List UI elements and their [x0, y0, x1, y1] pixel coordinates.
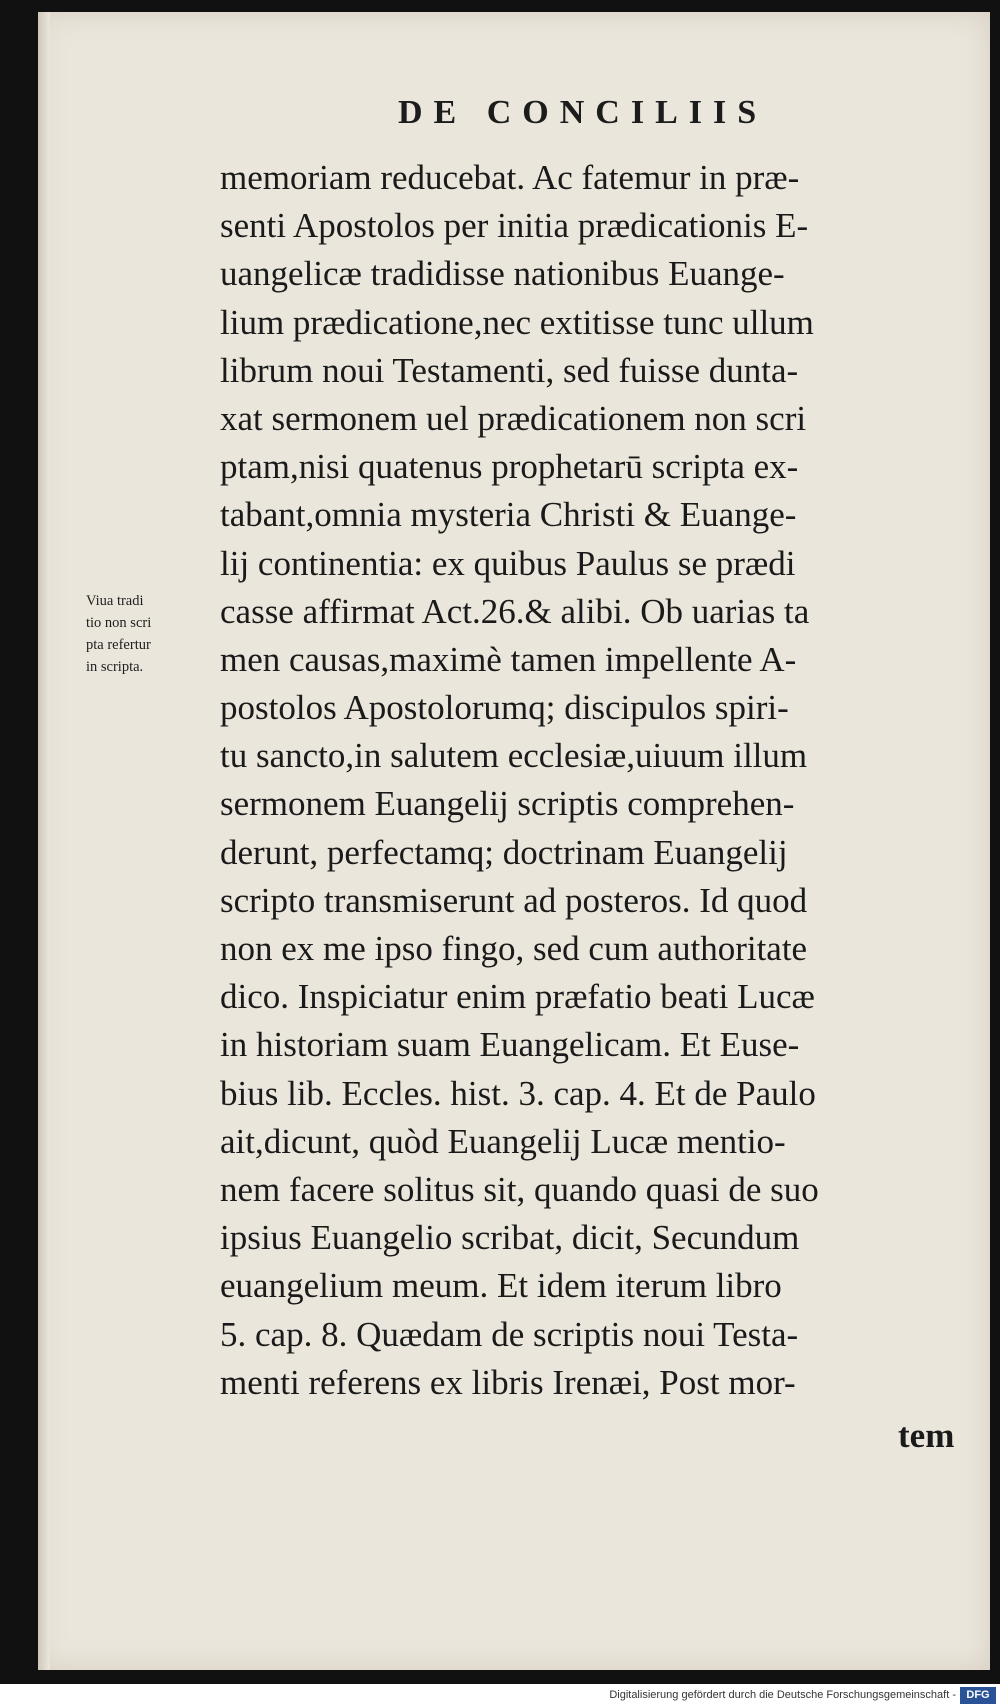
text-line: sermonem Euangelij scriptis comprehen- [220, 784, 795, 824]
text-line: lium prædicatione,nec extitisse tunc ullum [220, 302, 814, 342]
margin-note-line: Viua tradi [86, 593, 144, 609]
running-head: DE CONCILIIS [398, 94, 768, 131]
margin-note-line: pta refertur [86, 637, 151, 653]
footer-bar [0, 1684, 1000, 1708]
text-line: men causas,maximè tamen impellente A- [220, 639, 797, 679]
text-line: tu sancto,in salutem ecclesiæ,uiuum illum [220, 736, 808, 776]
book-page [38, 12, 990, 1670]
margin-note [86, 590, 216, 678]
text-line: lij continentia: ex quibus Paulus se prædi [220, 543, 796, 583]
text-line: in historiam suam Euangelicam. Et Euse- [220, 1025, 800, 1065]
text-line: derunt, perfectamq; doctrinam Euangelij [220, 832, 788, 872]
text-line: postolos Apostolorumq; discipulos spiri- [220, 688, 789, 728]
text-line: euangelium meum. Et idem iterum libro [220, 1266, 782, 1306]
text-line: bius lib. Eccles. hist. 3. cap. 4. Et de Paulo [220, 1073, 816, 1113]
text-line: senti Apostolos per initia prædicationis E- [220, 206, 809, 246]
body-text [220, 154, 970, 1407]
dfg-logo: DFG [960, 1687, 996, 1704]
page-gutter-shadow [38, 12, 50, 1670]
text-line: menti referens ex libris Irenæi, Post mor- [220, 1362, 796, 1402]
text-line: casse affirmat Act.26.& alibi. Ob uarias ta [220, 591, 810, 631]
text-line: scripto transmiserunt ad posteros. Id quod [220, 880, 808, 920]
text-line: non ex me ipso fingo, sed cum authoritate [220, 929, 808, 968]
text-line: ipsius Euangelio scribat, dicit, Secundum [220, 1218, 800, 1258]
catchword: tem [898, 1416, 955, 1455]
text-line: librum noui Testamenti, sed fuisse dunta- [220, 350, 799, 390]
text-line: 5. cap. 8. Quædam de scriptis noui Testa- [220, 1314, 799, 1354]
text-line: nem facere solitus sit, quando quasi de suo [220, 1169, 819, 1209]
text-line: xat sermonem uel prædicationem non scri [220, 398, 807, 438]
text-line: uangelicæ tradidisse nationibus Euange- [220, 254, 785, 294]
text-line: memoriam reducebat. Ac fatemur in præ- [220, 158, 800, 197]
text-line: ait,dicunt, quòd Euangelij Lucæ mentio- [220, 1121, 786, 1161]
text-line: dico. Inspiciatur enim præfatio beati Lucæ [220, 977, 815, 1017]
funding-credit: Digitalisierung gefördert durch die Deutsche Forschungsgemeinschaft - [609, 1689, 956, 1701]
text-line: tabant,omnia mysteria Christi & Euange- [220, 495, 797, 535]
margin-note-line: tio non scri [86, 615, 152, 631]
margin-note-line: in scripta. [86, 659, 144, 675]
text-line: ptam,nisi quatenus prophetarū scripta ex- [220, 447, 799, 487]
